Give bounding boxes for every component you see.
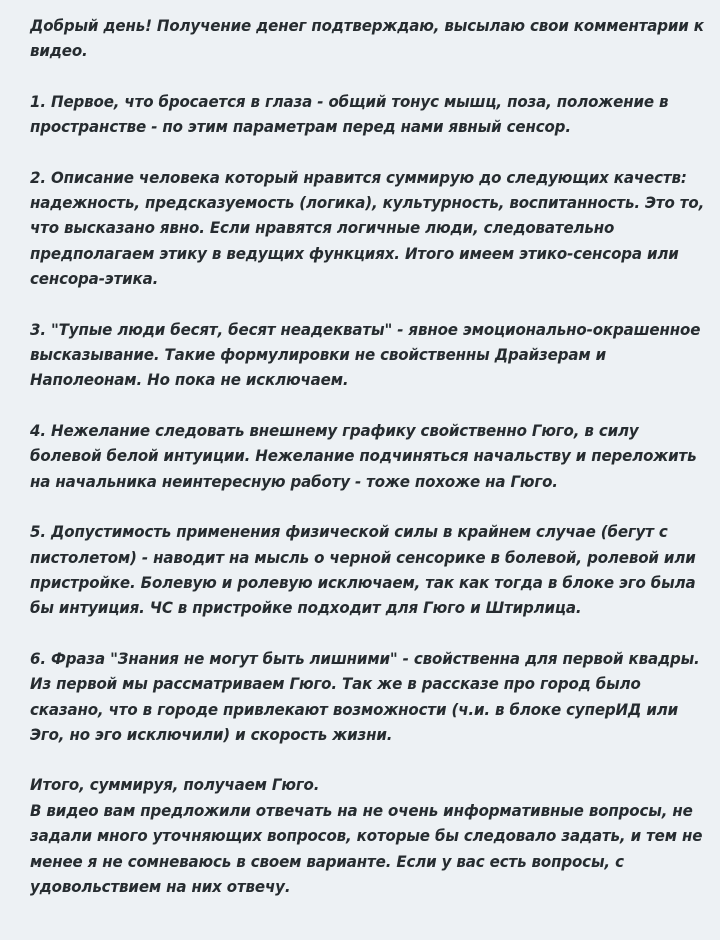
- closing-paragraph: В видео вам предложили отвечать на не очень информативные вопросы, не задали много уточняющих вопросов, которые бы следовало задать, и тем не менее я не сомневаюсь в своем варианте. Если у вас есть вопросы, с удовольствием на них отвечу.: [30, 801, 703, 896]
- point-5-paragraph: 5. Допустимость применения физической силы в крайнем случае (бегут с пистолетом) - наводит на мысль о черной сенсорике в болевой, ролевой или пристройке. Болевую и ролевую исключаем, так как тогда в блоке эго была бы интуиция. ЧС в пристройке подходит для Гюго и Штирлица.: [30, 523, 696, 618]
- point-2-paragraph: 2. Описание человека который нравится суммирую до следующих качеств: надежность, предсказуемость (логика), культурность, воспитанность. Это то, что высказано явно. Если нравятся логичные люди, следовательно предполагаем этику в ведущих функциях. Итого имеем этико-сенсора или сенсора-этика.: [30, 168, 705, 289]
- summary-line: Итого, суммируя, получаем Гюго.: [30, 776, 320, 795]
- point-6-paragraph: 6. Фраза "Знания не могут быть лишними" - свойственна для первой квадры. Из первой мы рассматриваем Гюго. Так же в рассказе про город было сказано, что в городе привлекают возможности (ч.и. в блоке суперИД или Эго, но эго исключили) и скорость жизни.: [30, 649, 700, 744]
- point-3-paragraph: 3. "Тупые люди бесят, бесят неадекваты" - явное эмоционально-окрашенное высказывание. Такие формулировки не свойственны Драйзерам и Наполеонам. Но пока не исключаем.: [30, 320, 701, 390]
- point-4-paragraph: 4. Нежелание следовать внешнему графику свойственно Гюго, в силу болевой белой интуиции. Нежелание подчиняться начальству и переложить на начальника неинтересную работу - тоже похоже на Гюго.: [30, 421, 697, 491]
- point-1-paragraph: 1. Первое, что бросается в глаза - общий тонус мышц, поза, положение в пространстве - по этим параметрам перед нами явный сенсор.: [30, 92, 669, 137]
- greeting-paragraph: Добрый день! Получение денег подтверждаю, высылаю свои комментарии к видео.: [30, 17, 704, 61]
